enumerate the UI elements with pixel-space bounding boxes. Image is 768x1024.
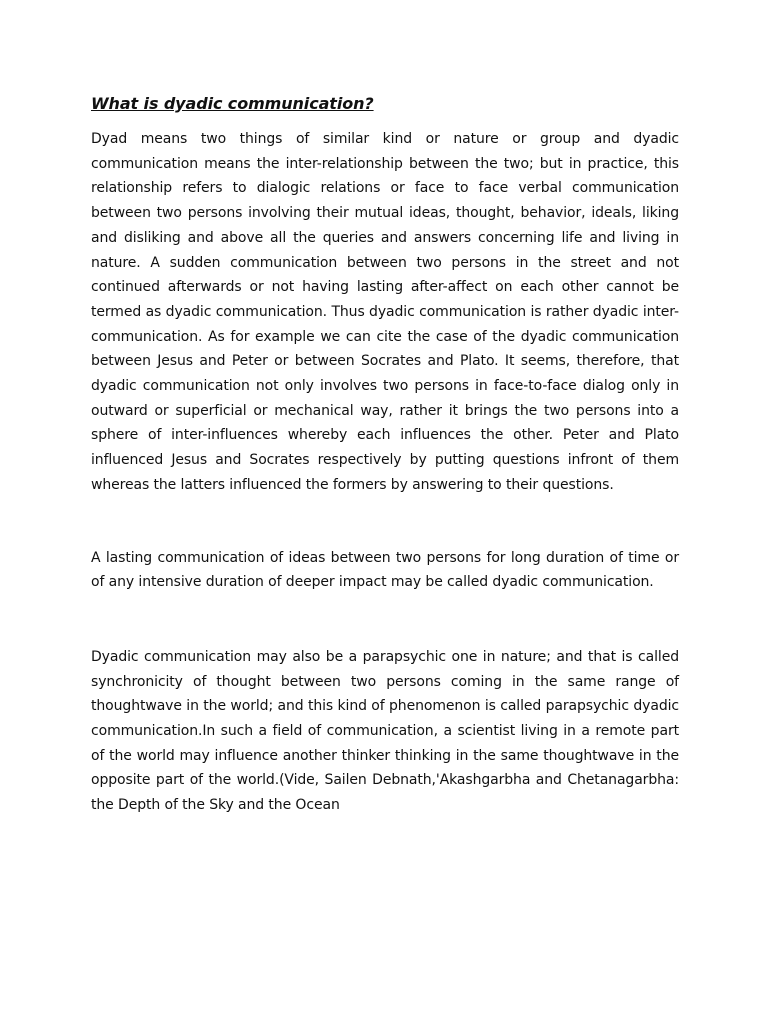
document-body xyxy=(91,92,679,818)
paragraph-dyad-definition: Dyad means two things of similar kind or nature or group and dyadic communication means the inter-relationship between the two; but in practice, this relationship refers to dialogic relations or face to face verbal communication between two persons involving their mutual ideas, thought, behavior, ideals, liking and disliking and above all the queries and answers concerning life and living in nature. A sudden communication between two persons in the street and not continued afterwards or not having lasting after-affect on each other cannot be termed as dyadic communication. Thus dyadic communication is rather dyadic inter-communication. As for example we can cite the case of the dyadic communication between Jesus and Peter or between Socrates and Plato. It seems, therefore, that dyadic communication not only involves two persons in face-to-face dialog only in outward or superficial or mechanical way, rather it brings the two persons into a sphere of inter-influences whereby each influences the other. Peter and Plato influenced Jesus and Socrates respectively by putting questions infront of them whereas the latters influenced the formers by answering to their questions. xyxy=(91,131,679,493)
paragraph-lasting-communication: A lasting communication of ideas between two persons for long duration of time or of any intensive duration of deeper impact may be called dyadic communication. xyxy=(91,549,679,591)
document-title: What is dyadic communication? xyxy=(91,94,374,113)
paragraph-parapsychic-communication: Dyadic communication may also be a parapsychic one in nature; and that is called synchronicity of thought between two persons coming in the same range of thoughtwave in the world; and this kind of phenomenon is called parapsychic dyadic communication.In such a field of communication, a scientist living in a remote part of the world may influence another thinker thinking in the same thoughtwave in the opposite part of the world.(Vide, Sailen Debnath,'Akashgarbha and Chetanagarbha: the Depth of the Sky and the Ocean xyxy=(91,648,679,814)
